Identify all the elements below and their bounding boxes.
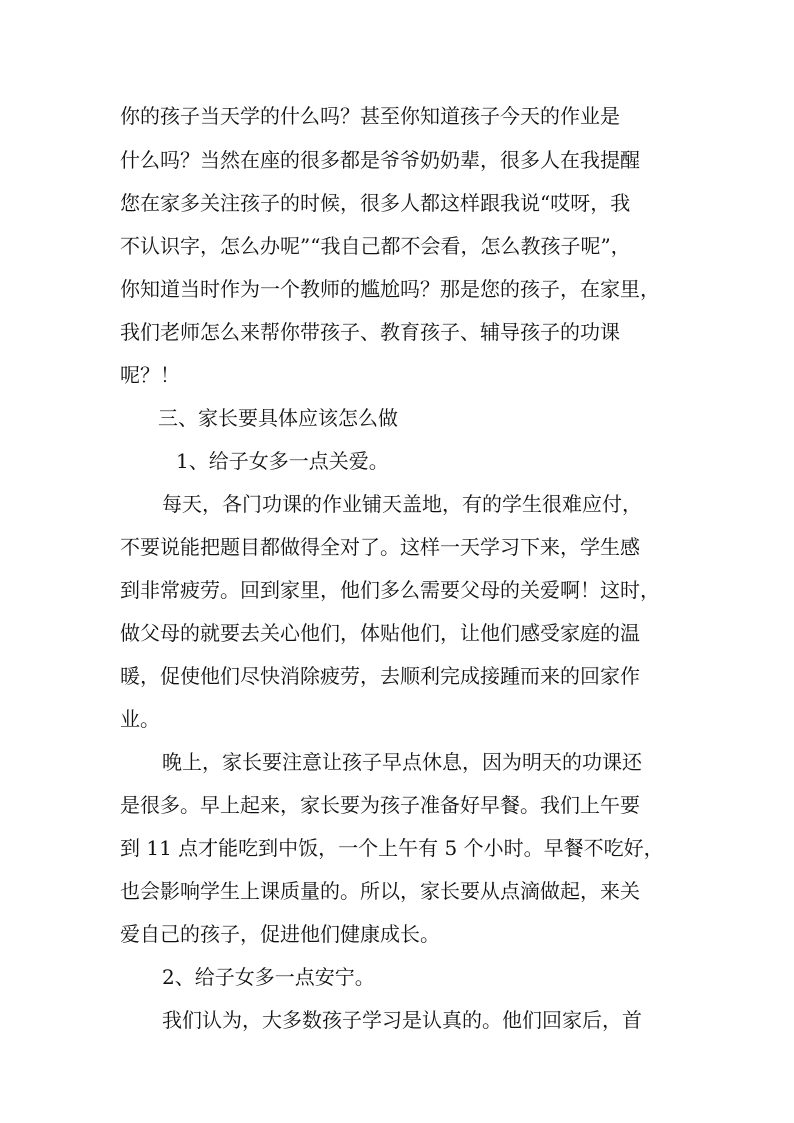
subsection-heading: 2、给子女多一点安宁。	[162, 965, 375, 989]
subsection-heading: 1、给子女多一点关爱。	[176, 449, 389, 473]
paragraph-line: 我们老师怎么来帮你带孩子、教育孩子、辅导孩子的功课	[120, 320, 620, 344]
paragraph-line: 什么吗？当然在座的很多都是爷爷奶奶辈，很多人在我提醒	[120, 148, 640, 172]
paragraph-line: 你知道当时作为一个教师的尴尬吗？那是您的孩子，在家里，	[120, 277, 660, 301]
paragraph-line: 不要说能把题目都做得全对了。这样一天学习下来，学生感	[120, 535, 640, 559]
paragraph-line: 您在家多关注孩子的时候，很多人都这样跟我说“哎呀，我	[120, 191, 631, 215]
paragraph-line: 每天，各门功课的作业铺天盖地，有的学生很难应付，	[162, 492, 642, 516]
paragraph-line: 不认识字，怎么办呢”“我自己都不会看，怎么教孩子呢”，	[120, 234, 631, 258]
paragraph-line: 爱自己的孩子，促进他们健康成长。	[120, 922, 440, 946]
paragraph-line: 暖，促使他们尽快消除疲劳，去顺利完成接踵而来的回家作	[120, 664, 640, 688]
paragraph-line: 业。	[120, 707, 160, 731]
section-heading: 三、家长要具体应该怎么做	[158, 406, 398, 430]
paragraph-line: 也会影响学生上课质量的。所以，家长要从点滴做起，来关	[120, 879, 640, 903]
paragraph-line: 到非常疲劳。回到家里，他们多么需要父母的关爱啊！这时，	[120, 578, 660, 602]
paragraph-line: 晚上，家长要注意让孩子早点休息，因为明天的功课还	[162, 750, 642, 774]
paragraph-line: 我们认为，大多数孩子学习是认真的。他们回家后，首	[162, 1008, 642, 1032]
paragraph-line: 你的孩子当天学的什么吗？甚至你知道孩子今天的作业是	[120, 104, 620, 128]
paragraph-line: 做父母的就要去关心他们，体贴他们，让他们感受家庭的温	[120, 621, 640, 645]
paragraph-line: 到 11 点才能吃到中饭，一个上午有 5 个小时。早餐不吃好，	[120, 836, 664, 860]
paragraph-line: 呢？！	[120, 363, 180, 387]
paragraph-line: 是很多。早上起来，家长要为孩子准备好早餐。我们上午要	[120, 793, 640, 817]
